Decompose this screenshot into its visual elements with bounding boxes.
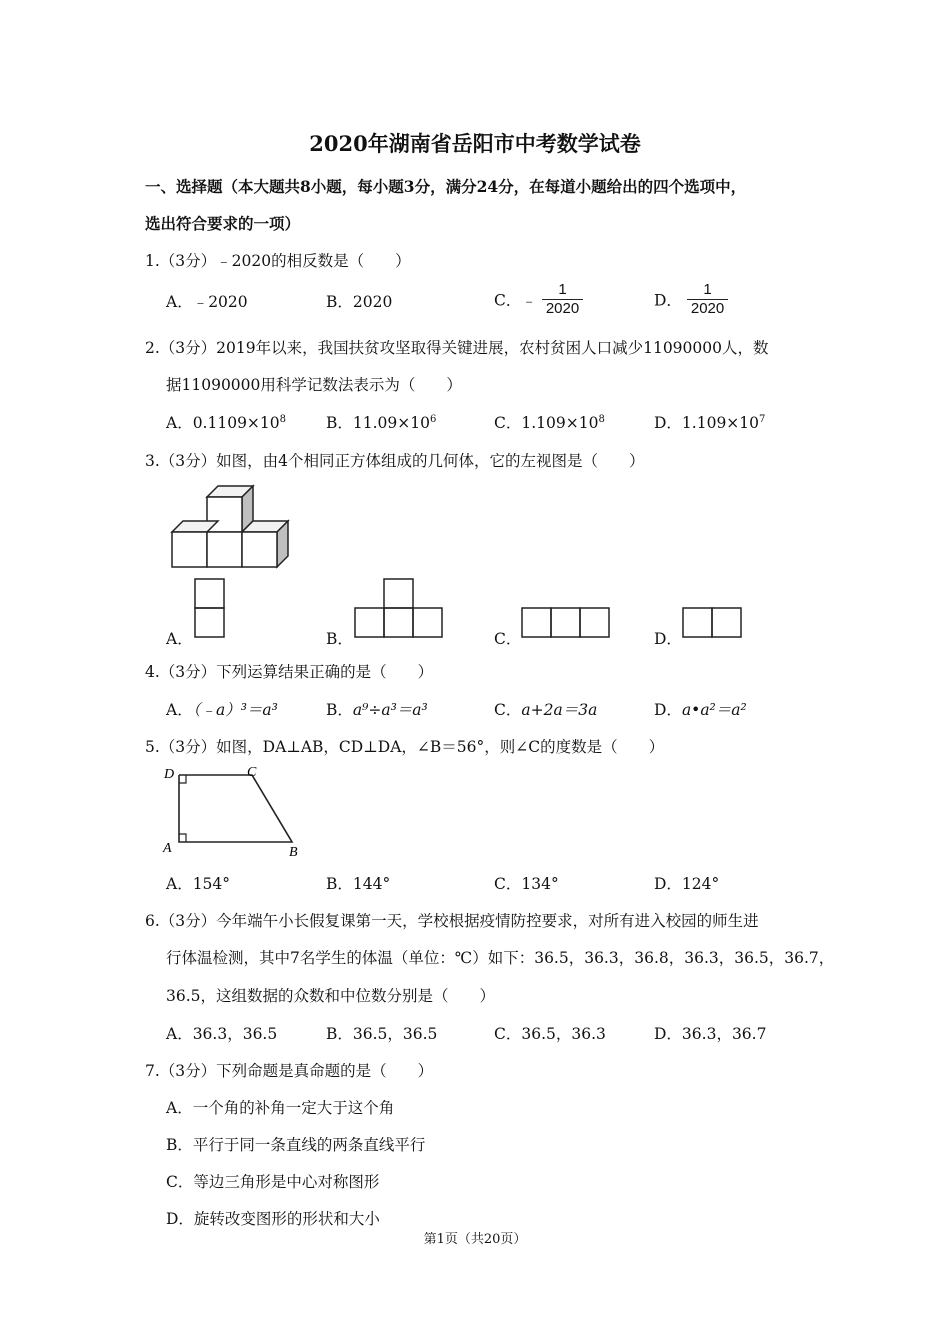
q1-c-denominator: 2020: [545, 300, 580, 317]
question-2-line2: 据11090000用科学记数法表示为（ ）: [166, 376, 462, 394]
q6-option-d: D．36.3，36.7: [654, 1025, 767, 1043]
q4-option-d: D．a•a²＝a²: [654, 701, 747, 719]
q1-option-c: [494, 281, 583, 318]
q2-option-d: D．$1.109\times 10^7$: [654, 413, 766, 432]
question-7-stem: 7.（3分）下列命题是真命题的是（ ）: [145, 1062, 434, 1080]
q1-option-a: A．﹣2020: [166, 293, 248, 311]
q3-cube-figure: [160, 480, 300, 572]
q7-option-a: A．一个角的补角一定大于这个角: [166, 1099, 395, 1117]
q3-option-c-figure: [521, 607, 613, 639]
trapezoid-outline: [179, 775, 292, 842]
q1-d-numerator: 1: [687, 281, 728, 300]
q6-option-c: C．36.5，36.3: [494, 1025, 606, 1043]
q3-option-c-label: C．: [494, 630, 522, 648]
q1-c-numerator: 1: [542, 281, 583, 300]
q3-option-d-label: D．: [654, 630, 682, 648]
q3-option-b-label: B．: [326, 630, 353, 648]
q1-option-c-prefix: C．﹣: [494, 291, 537, 310]
right-angle-mark-d: [179, 775, 186, 783]
section-heading-line1: 一、选择题（本大题共8小题，每小题3分，满分24分，在每道小题给出的四个选项中，: [145, 177, 747, 196]
q3-option-d-figure: [682, 607, 744, 639]
q1-option-c-fraction: [542, 281, 583, 318]
q7-option-d: D．旋转改变图形的形状和大小: [166, 1210, 380, 1228]
q7-option-c: C．等边三角形是中心对称图形: [166, 1173, 380, 1191]
q1-option-d-prefix: D．: [654, 291, 682, 310]
q1-option-d: [654, 281, 728, 318]
q2-option-a: A．$0.1109\times 10^8$: [166, 413, 287, 432]
q6-option-b: B．36.5，36.5: [326, 1025, 438, 1043]
q4-option-b: B．a⁹÷a³＝a³: [326, 701, 428, 719]
section-heading-line2: 选出符合要求的一项）: [145, 214, 301, 233]
q1-option-d-fraction: [687, 281, 728, 318]
question-2-line1: 2.（3分）2019年以来，我国扶贫攻坚取得关键进展，农村贫困人口减少11090000人，数: [145, 339, 769, 357]
question-3-stem: 3.（3分）如图，由4个相同正方体组成的几何体，它的左视图是（ ）: [145, 452, 645, 470]
right-angle-mark-a: [179, 834, 186, 842]
q4-option-c: C．a+2a＝3a: [494, 701, 598, 719]
q3-option-a-label: A．: [166, 630, 193, 648]
question-6-line1: 6.（3分）今年端午小长假复课第一天，学校根据疫情防控要求，对所有进入校园的师生进: [145, 912, 759, 930]
question-6-line3: 36.5，这组数据的众数和中位数分别是（ ）: [166, 987, 496, 1005]
vertex-c-label: C: [247, 765, 257, 780]
q3-option-a-figure: [194, 578, 226, 640]
vertex-b-label: B: [289, 845, 298, 860]
question-4-stem: 4.（3分）下列运算结果正确的是（ ）: [145, 663, 434, 681]
question-1-stem: 1.（3分）﹣2020的相反数是（ ）: [145, 252, 411, 270]
question-5-stem: 5.（3分）如图，DA⊥AB，CD⊥DA，∠B＝56°，则∠C的度数是（ ）: [145, 738, 665, 756]
q6-option-a: A．36.3，36.5: [166, 1025, 278, 1043]
q5-option-c: C．134°: [494, 875, 559, 893]
q1-option-b: B．2020: [326, 293, 393, 311]
q5-option-a: A．154°: [166, 875, 231, 893]
q4-option-a: A．（﹣a）³＝a³: [166, 701, 278, 719]
vertex-a-label: A: [163, 841, 172, 856]
question-6-line2: 行体温检测，其中7名学生的体温（单位：℃）如下：36.5，36.3，36.8，36.3，36.5，36.7，: [166, 949, 835, 967]
vertex-d-label: D: [164, 767, 175, 782]
q7-option-b: B．平行于同一条直线的两条直线平行: [166, 1136, 426, 1154]
q5-option-d: D．124°: [654, 875, 720, 893]
q5-option-b: B．144°: [326, 875, 391, 893]
page-title: 2020年湖南省岳阳市中考数学试卷: [309, 131, 641, 156]
q5-trapezoid-figure: [160, 760, 310, 860]
q2-option-b: B．$11.09\times 10^6$: [326, 413, 437, 432]
q1-d-denominator: 2020: [690, 300, 725, 317]
page-footer: 第1页（共20页）: [423, 1232, 527, 1247]
q3-option-b-figure: [354, 578, 446, 640]
q2-option-c: C．$1.109\times 10^8$: [494, 413, 605, 432]
